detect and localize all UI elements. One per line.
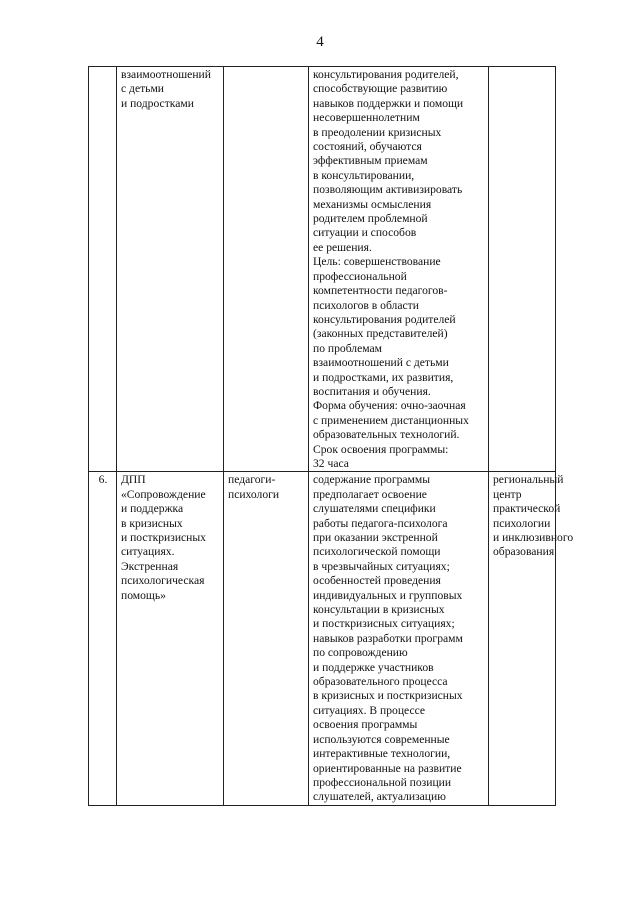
program-content-line: образовательного процесса: [313, 675, 448, 689]
program-content-line: индивидуальных и групповых: [313, 588, 463, 602]
program-name-line: психологическая: [121, 574, 205, 588]
program-content-line: в преодолении кризисных: [313, 125, 442, 139]
program-content-line: консультации в кризисных: [313, 603, 445, 617]
program-content-line: ситуациях. В процессе: [313, 703, 426, 717]
listener-category-cell: [224, 472, 309, 805]
program-content-line: состояний, обучаются: [313, 140, 422, 154]
program-content-line: навыков поддержки и помощи: [313, 96, 464, 110]
organization-cell: [489, 67, 556, 472]
program-content-line: Срок освоения программы:: [313, 442, 449, 456]
program-content-line: ориентированные на развитие: [313, 761, 462, 775]
program-content-line: по сопровождению: [313, 646, 408, 660]
program-content-cell: [309, 67, 489, 472]
program-content-line: (законных представителей): [313, 327, 448, 341]
program-content-line: консультирования родителей,: [313, 68, 459, 81]
program-content-line: по проблемам: [313, 341, 382, 355]
program-name-line: и посткризисных: [121, 531, 206, 544]
page-number: 4: [316, 34, 324, 50]
program-content-line: ее решения.: [313, 240, 372, 254]
program-name-line: помощь»: [121, 588, 166, 602]
program-content-line: работы педагога-психолога: [313, 516, 448, 530]
program-content-line: консультирования родителей: [313, 312, 456, 326]
organization-line: региональный: [493, 473, 564, 487]
program-content-line: компетентности педагогов-: [313, 284, 448, 298]
organization-line: практической: [493, 502, 561, 516]
program-name-line: Экстренная: [121, 559, 179, 573]
program-content-line: ситуации и способов: [313, 226, 417, 240]
organization-line: центр: [493, 487, 522, 501]
program-content-line: в кризисных и посткризисных: [313, 689, 463, 703]
program-content-line: психологов в области: [313, 298, 419, 312]
program-table: [88, 66, 574, 806]
program-content-line: образовательных технологий.: [313, 428, 460, 442]
program-content-line: психологической помощи: [313, 545, 441, 559]
program-content-line: при оказании экстренной: [313, 531, 438, 544]
table-row: [89, 472, 556, 805]
program-content-line: взаимоотношений с детьми: [313, 356, 449, 370]
program-content-line: освоения программы: [313, 718, 418, 732]
program-content-line: несовершеннолетним: [313, 111, 420, 125]
program-content-line: особенностей проведения: [313, 574, 441, 588]
program-name-line: ДПП: [121, 473, 146, 487]
program-content-line: и поддержке участников: [313, 660, 434, 674]
program-name-cell: [117, 472, 224, 805]
program-name-line: и подростками: [121, 96, 194, 110]
program-name-line: в кризисных: [121, 516, 183, 530]
row-number-cell: [89, 472, 117, 805]
program-content-line: и подростками, их развития,: [313, 370, 454, 384]
program-content-line: навыков разработки программ: [313, 631, 463, 645]
program-content-line: позволяющим активизировать: [313, 183, 463, 197]
program-name-line: взаимоотношений: [121, 68, 211, 81]
program-content-line: эффективным приемам: [313, 154, 428, 168]
program-content-line: профессиональной позиции: [313, 775, 452, 789]
program-content-line: интерактивные технологии,: [313, 747, 451, 761]
program-content-line: предполагает освоение: [313, 487, 427, 501]
program-name-line: с детьми: [121, 82, 164, 96]
program-name-line: «Сопровождение: [121, 487, 206, 501]
program-content-line: в консультировании,: [313, 168, 415, 182]
program-content-line: слушателями специфики: [313, 502, 436, 516]
program-content-line: механизмы осмысления: [313, 197, 432, 211]
table-row: [89, 67, 556, 472]
program-name-cell: [117, 67, 224, 472]
program-content-line: Форма обучения: очно-заочная: [313, 399, 466, 413]
row-number: 6.: [98, 473, 108, 487]
program-name-line: и поддержка: [121, 502, 184, 516]
program-content-line: способствующие развитию: [313, 82, 448, 96]
listener-category-cell: [224, 67, 309, 472]
program-content-line: с применением дистанционных: [313, 413, 469, 427]
organization-line: образования: [493, 545, 555, 559]
program-content-cell: [309, 472, 489, 805]
organization-line: психологии: [493, 516, 551, 530]
program-name-line: ситуациях.: [121, 545, 175, 559]
organization-cell: [489, 472, 574, 805]
listener-category-line: педагоги-: [228, 473, 276, 487]
program-content-line: содержание программы: [313, 473, 431, 487]
program-content-line: воспитания и обучения.: [313, 384, 431, 398]
program-content-line: и посткризисных ситуациях;: [313, 617, 455, 631]
organization-line: и инклюзивного: [493, 531, 574, 544]
program-content-line: 32 часа: [313, 456, 349, 470]
listener-category-line: психологи: [228, 487, 280, 501]
program-content-line: профессиональной: [313, 269, 407, 283]
program-content-line: слушателей, актуализацию: [313, 790, 446, 804]
program-content-line: родителем проблемной: [313, 212, 428, 226]
program-content-line: используются современные: [313, 732, 450, 746]
program-content-line: Цель: совершенствование: [313, 255, 441, 269]
program-content-line: в чрезвычайных ситуациях;: [313, 559, 450, 573]
row-number-cell: [89, 67, 117, 472]
